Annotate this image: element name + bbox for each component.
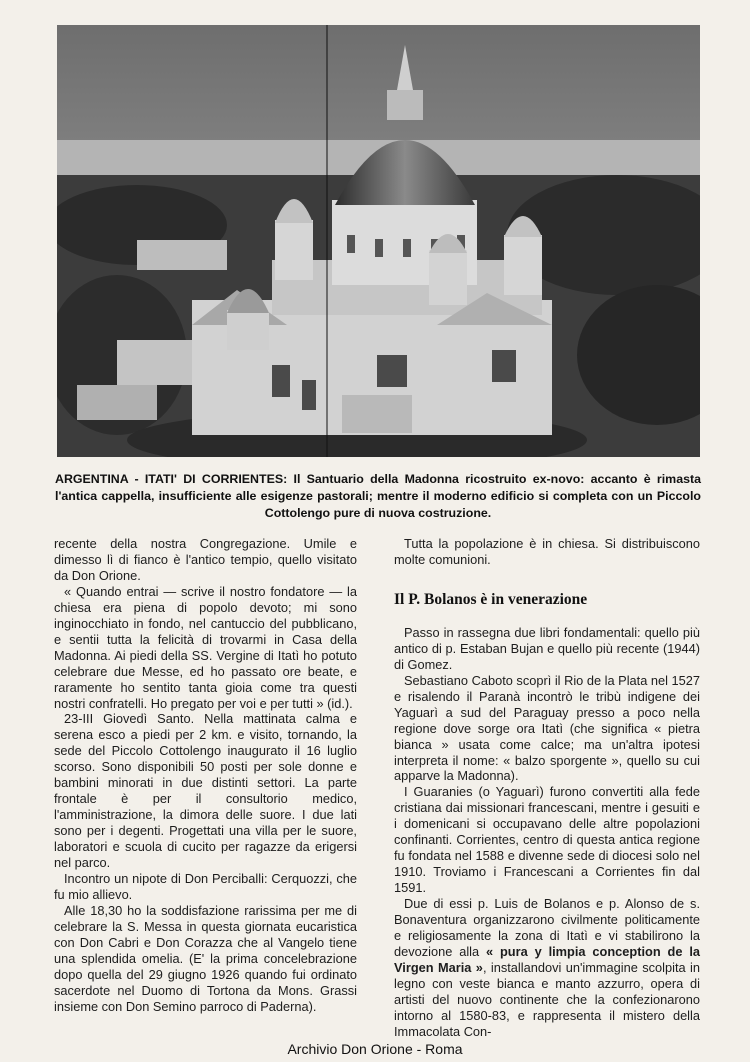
basilica-photo — [57, 25, 700, 457]
paragraph: Tutta la popolazione è in chiesa. Si distribuiscono molte comunioni. — [394, 536, 700, 567]
paragraph: recente della nostra Congregazione. Umile e dimesso lì di fianco è l'antico tempio, quello visitato da Don Orione. — [54, 536, 357, 583]
photo-caption: ARGENTINA - ITATI' DI CORRIENTES: Il Santuario della Madonna ricostruito ex-novo: accanto è rimasta l'antica cappella, insufficiente alle esigenze pastorali; mentre il moderno edificio si completa con un Piccolo Cottolengo pure di nuova costruzione. — [55, 472, 701, 520]
paragraph: Incontro un nipote di Don Perciballi: Cerquozzi, che fu mio allievo. — [54, 871, 357, 902]
paragraph — [394, 896, 700, 1040]
left-column — [54, 536, 357, 1015]
archive-footer: Archivio Don Orione - Roma — [287, 1041, 463, 1057]
paragraph: I Guaranies (o Yaguarì) furono convertiti alla fede cristiana dai missionari francescani, mentre i gesuiti e i domenicani si occupavano delle altre popolazioni confinanti. Corrientes, centro di questa antica regione fu fondata nel 1588 e divenne sede di diocesi solo nel 1910. Troviamo i Francescani a Corrientes fin dal 1591. — [394, 784, 700, 896]
paragraph: 23-III Giovedì Santo. Nella mattinata calma e serena esco a piedi per 2 km. e visito, tornando, la sede del Piccolo Cottolengo inaugurato il 16 luglio scorso. Sono disponibili 50 posti per sole donne e bambini minorati in due distinti settori. La parte frontale è per il consultorio medico, l'amministrazione, la dimora delle suore. I due lati sono per i degenti. Progettati una villa per le suore, laboratori e scuola di cucito per ragazze da erigersi nel parco. — [54, 711, 357, 871]
bold-phrase: « pura y limpia conception de la Virgen Maria » — [394, 943, 700, 975]
paragraph: Sebastiano Caboto scoprì il Rio de la Plata nel 1527 e risalendo il Paranà incontrò le tribù indigene dei Yaguarì a sud del Paraguay presso a poco nella regione dove sorge ora Itatì (che significa « pietra bianca » usata come calce; ma un'altra ipotesi interpreta il nome: « balzo sporgente », quello su cui apparve la Madonna). — [394, 672, 700, 784]
paragraph-text: Due di essi p. Luis de Bolanos e p. Alonso de s. Bonaventura organizzarono civilmente politicamente e religiosamente la zona di Itatì e vi stabilirono la devozione alla — [394, 896, 700, 959]
right-column — [394, 536, 700, 1040]
paragraph: Passo in rassegna due libri fondamentali: quello più antico di p. Estaban Bujan e quello più recente (1944) di Gomez. — [394, 624, 700, 672]
paragraph-text: , installandovi un'immagine scolpita in legno con veste bianca e manto azzurro, opera di artisti del nuovo continente che la confezionarono intorno al 1580-83, e rappresenta il mistero della Immacolata Con- — [394, 959, 700, 1039]
basilica-illustration — [57, 25, 700, 457]
paragraph: « Quando entrai — scrive il nostro fondatore — la chiesa era piena di popolo devoto; mi sono inginocchiato in fondo, nel cantuccio del pubblicano, e sentii tutta la felicità di trovarmi in Casa della Madonna. Ai piedi della SS. Vergine di Itatì ho potuto celebrare due Messe, ed ho passato ore beate, e raramente ho sentito tanta gioia come tra questi nostri confratelli. Ho pregato per voi e per tutti » (id.). — [54, 583, 357, 711]
paragraph: Alle 18,30 ho la soddisfazione rarissima per me di celebrare la S. Messa in questa giornata eucaristica con Don Cabri e Don Corazza che al Vangelo tiene una splendida omelia. (E' la prima concelebrazione dopo quella del 29 giugno 1926 quando fui ordinato sacerdote nel Duomo di Tortona da Mons. Grassi insieme con Don Semino parroco di Paderna). — [54, 902, 357, 1014]
section-heading: Il P. Bolanos è in venerazione — [394, 590, 588, 608]
